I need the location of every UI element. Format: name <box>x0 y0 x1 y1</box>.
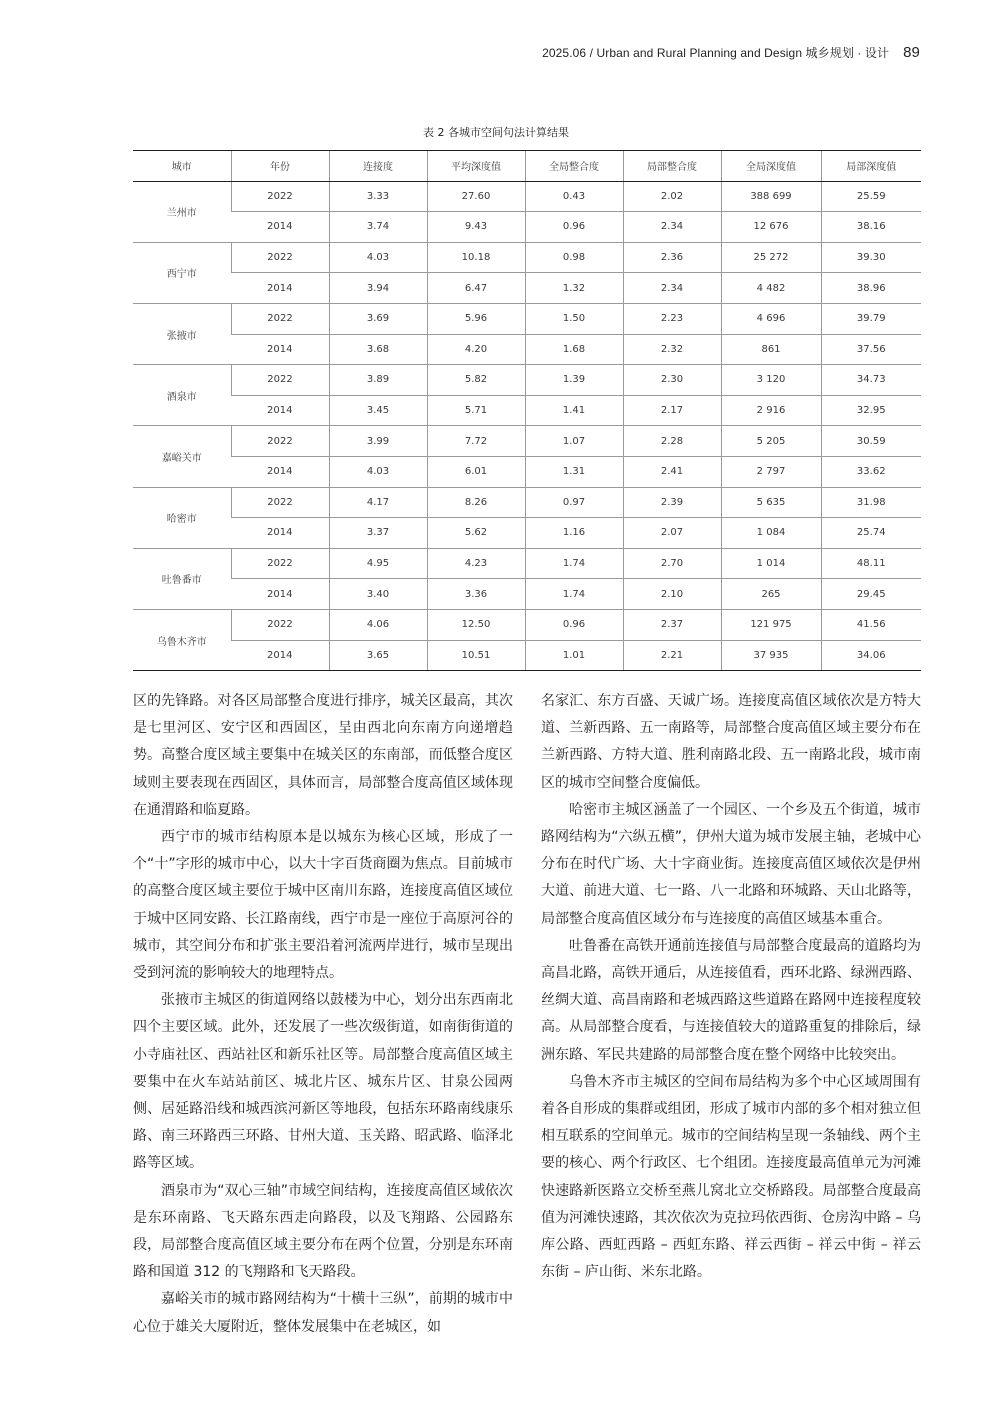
results-table <box>133 150 921 671</box>
table-cell: 1.41 <box>525 395 623 426</box>
table-row <box>133 456 921 487</box>
table-cell: 3.36 <box>427 579 525 610</box>
table-cell: 861 <box>721 334 821 365</box>
table-cell: 34.06 <box>821 640 921 671</box>
table-cell: 0.97 <box>525 487 623 518</box>
table-cell: 4.06 <box>329 609 427 640</box>
table-cell: 3.74 <box>329 212 427 243</box>
table-cell: 27.60 <box>427 181 525 212</box>
table-row <box>133 242 921 273</box>
body-paragraph: 乌鲁木齐市主城区的空间布局结构为多个中心区域周围有着各自形成的集群或组团，形成了城市内部的多个相对独立但相互联系的空间单元。城市的空间结构呈现一条轴线、两个主要的核心、两个行政区、七个组团。连接度最高值单元为河滩快速路新医路立交桥至燕儿窝北立交桥路段。局部整合度最高值为河滩快速路，其次依次为克拉玛依西街、仓房沟中路 – 乌库公路、西虹西路 – 西虹东路、祥云西街 – 祥云中街 – 祥云东街 – 庐山街、米东北路。 <box>541 1073 921 1281</box>
table-cell: 2022 <box>231 303 329 334</box>
column-header: 城市 <box>133 151 231 182</box>
table-cell: 1.50 <box>525 303 623 334</box>
table-cell: 2.34 <box>623 212 721 243</box>
table-cell: 3.89 <box>329 365 427 396</box>
table-cell: 3.45 <box>329 395 427 426</box>
table-row <box>133 334 921 365</box>
table-cell: 25.59 <box>821 181 921 212</box>
body-paragraph: 吐鲁番在高铁开通前连接值与局部整合度最高的道路均为高昌北路，高铁开通后，从连接值看，西环北路、绿洲西路、丝绸大道、高昌南路和老城西路这些道路在路网中连接程度较高。从局部整合度看，与连接值较大的道路重复的排除后，绿洲东路、军民共建路的局部整合度在整个网络中比较突出。 <box>541 937 921 1063</box>
table-row <box>133 181 921 212</box>
table-cell: 0.43 <box>525 181 623 212</box>
table-cell: 1 014 <box>721 548 821 579</box>
table-cell: 2022 <box>231 487 329 518</box>
table-cell: 2.23 <box>623 303 721 334</box>
table-cell: 37 935 <box>721 640 821 671</box>
table-row <box>133 548 921 579</box>
table-cell: 2.39 <box>623 487 721 518</box>
page-number: 89 <box>903 44 920 61</box>
table-cell: 2.32 <box>623 334 721 365</box>
table-cell: 1.07 <box>525 426 623 457</box>
body-column-right <box>541 688 921 1286</box>
table-cell: 33.62 <box>821 456 921 487</box>
column-header: 全局深度值 <box>721 151 821 182</box>
table-cell: 5 635 <box>721 487 821 518</box>
table-cell: 4.95 <box>329 548 427 579</box>
table-row <box>133 487 921 518</box>
table-cell: 4.03 <box>329 242 427 273</box>
table-cell: 25 272 <box>721 242 821 273</box>
column-header: 局部深度值 <box>821 151 921 182</box>
table-cell: 2.37 <box>623 609 721 640</box>
table-row <box>133 579 921 610</box>
table-row <box>133 426 921 457</box>
table-cell: 8.26 <box>427 487 525 518</box>
body-column-left <box>133 688 513 1341</box>
table-cell: 5 205 <box>721 426 821 457</box>
journal-info: 2025.06 / Urban and Rural Planning and Design 城乡规划 · 设计 <box>542 46 890 60</box>
table-cell: 0.96 <box>525 609 623 640</box>
table-cell: 1.74 <box>525 548 623 579</box>
table-cell: 29.45 <box>821 579 921 610</box>
table-cell: 37.56 <box>821 334 921 365</box>
table-cell: 2.70 <box>623 548 721 579</box>
table-cell: 2022 <box>231 181 329 212</box>
table-cell: 2022 <box>231 365 329 396</box>
table-cell: 1.74 <box>525 579 623 610</box>
city-name-cell: 西宁市 <box>133 242 231 303</box>
table-body <box>133 181 921 671</box>
table-cell: 2.30 <box>623 365 721 396</box>
table-row <box>133 303 921 334</box>
table-row <box>133 609 921 640</box>
table-cell: 2 916 <box>721 395 821 426</box>
table-cell: 5.71 <box>427 395 525 426</box>
table-cell: 2.36 <box>623 242 721 273</box>
table-cell: 2.10 <box>623 579 721 610</box>
city-name-cell: 哈密市 <box>133 487 231 548</box>
table-cell: 38.96 <box>821 273 921 304</box>
table-cell: 2022 <box>231 609 329 640</box>
table-cell: 1.68 <box>525 334 623 365</box>
body-paragraph: 区的先锋路。对各区局部整合度进行排序，城关区最高，其次是七里河区、安宁区和西固区，呈由西北向东南方向递增趋势。高整合度区域主要集中在城关区的东南部，而低整合度区域则主要表现在西固区，具体而言，局部整合度高值区域体现在通渭路和临夏路。 <box>133 693 513 818</box>
table-cell: 41.56 <box>821 609 921 640</box>
table-cell: 5.62 <box>427 518 525 549</box>
table-cell: 0.96 <box>525 212 623 243</box>
table-cell: 39.79 <box>821 303 921 334</box>
table-cell: 2022 <box>231 242 329 273</box>
table-cell: 2014 <box>231 456 329 487</box>
table-cell: 3.94 <box>329 273 427 304</box>
table-row <box>133 273 921 304</box>
table-row <box>133 365 921 396</box>
column-header: 年份 <box>231 151 329 182</box>
table-cell: 32.95 <box>821 395 921 426</box>
table-cell: 1.31 <box>525 456 623 487</box>
table-cell: 2.17 <box>623 395 721 426</box>
table-cell: 4 482 <box>721 273 821 304</box>
table-cell: 1 084 <box>721 518 821 549</box>
table-cell: 25.74 <box>821 518 921 549</box>
table-cell: 2014 <box>231 273 329 304</box>
table-cell: 2.34 <box>623 273 721 304</box>
table-cell: 10.51 <box>427 640 525 671</box>
table-cell: 2014 <box>231 579 329 610</box>
table-cell: 1.32 <box>525 273 623 304</box>
table-row <box>133 518 921 549</box>
table-cell: 5.82 <box>427 365 525 396</box>
table-cell: 12.50 <box>427 609 525 640</box>
table-cell: 7.72 <box>427 426 525 457</box>
table-cell: 2014 <box>231 334 329 365</box>
body-paragraph: 哈密市主城区涵盖了一个园区、一个乡及五个街道，城市路网结构为“六纵五横”，伊州大道为城市发展主轴，老城中心分布在时代广场、大十字商业街。连接度高值区域依次是伊州大道、前进大道、七一路、八一北路和环城路、天山北路等，局部整合度高值区域分布与连接度的高值区域基本重合。 <box>541 801 921 927</box>
column-header: 全局整合度 <box>525 151 623 182</box>
table-cell: 10.18 <box>427 242 525 273</box>
table-cell: 4.17 <box>329 487 427 518</box>
table-cell: 2014 <box>231 212 329 243</box>
table-cell: 2.41 <box>623 456 721 487</box>
city-name-cell: 吐鲁番市 <box>133 548 231 609</box>
column-header: 局部整合度 <box>623 151 721 182</box>
table-row <box>133 212 921 243</box>
table-cell: 48.11 <box>821 548 921 579</box>
table-cell: 4 696 <box>721 303 821 334</box>
body-paragraph: 嘉峪关市的城市路网结构为“十横十三纵”，前期的城市中心位于雄关大厦附近，整体发展集中在老城区，如 <box>133 1291 513 1335</box>
table-cell: 4.03 <box>329 456 427 487</box>
table-cell: 3.99 <box>329 426 427 457</box>
table-cell: 1.16 <box>525 518 623 549</box>
city-name-cell: 张掖市 <box>133 303 231 364</box>
table-cell: 38.16 <box>821 212 921 243</box>
table-row <box>133 640 921 671</box>
table-cell: 31.98 <box>821 487 921 518</box>
table-cell: 6.47 <box>427 273 525 304</box>
table-cell: 2.02 <box>623 181 721 212</box>
table-cell: 2.28 <box>623 426 721 457</box>
table-cell: 2022 <box>231 426 329 457</box>
table-cell: 388 699 <box>721 181 821 212</box>
running-header <box>542 44 920 61</box>
table-cell: 1.39 <box>525 365 623 396</box>
table-cell: 39.30 <box>821 242 921 273</box>
table-cell: 2.07 <box>623 518 721 549</box>
table-cell: 4.23 <box>427 548 525 579</box>
table-cell: 265 <box>721 579 821 610</box>
table-cell: 34.73 <box>821 365 921 396</box>
city-name-cell: 嘉峪关市 <box>133 426 231 487</box>
column-header: 平均深度值 <box>427 151 525 182</box>
city-name-cell: 兰州市 <box>133 181 231 242</box>
table-cell: 3.65 <box>329 640 427 671</box>
body-paragraph: 名家汇、东方百盛、天诚广场。连接度高值区域依次是方特大道、兰新西路、五一南路等，局部整合度高值区域主要分布在兰新西路、方特大道、胜利南路北段、五一南路北段，城市南区的城市空间整合度偏低。 <box>541 693 921 791</box>
table-cell: 3.40 <box>329 579 427 610</box>
table-cell: 0.98 <box>525 242 623 273</box>
body-paragraph: 西宁市的城市结构原本是以城东为核心区域，形成了一个“十”字形的城市中心，以大十字百货商圈为焦点。目前城市的高整合度区域主要位于城中区南川东路，连接度高值区域位于城中区同安路、长江路南线，西宁市是一座位于高原河谷的城市，其空间分布和扩张主要沿着河流两岸进行，城市呈现出受到河流的影响较大的地理特点。 <box>133 829 513 982</box>
table-cell: 6.01 <box>427 456 525 487</box>
table-cell: 121 975 <box>721 609 821 640</box>
table-cell: 2014 <box>231 395 329 426</box>
table-cell: 9.43 <box>427 212 525 243</box>
table-cell: 12 676 <box>721 212 821 243</box>
table-cell: 2022 <box>231 548 329 579</box>
table-cell: 5.96 <box>427 303 525 334</box>
table-header-row <box>133 151 921 182</box>
table-cell: 2 797 <box>721 456 821 487</box>
table-cell: 4.20 <box>427 334 525 365</box>
table-cell: 1.01 <box>525 640 623 671</box>
table-cell: 3.37 <box>329 518 427 549</box>
table-cell: 3.68 <box>329 334 427 365</box>
table-caption: 表 2 各城市空间句法计算结果 <box>423 126 569 139</box>
body-paragraph: 酒泉市为“双心三轴”市域空间结构，连接度高值区域依次是东环南路、飞天路东西走向路段，以及飞翔路、公园路东段，局部整合度高值区域主要分布在两个位置，分别是东环南路和国道 312 的飞翔路和飞天路段。 <box>133 1182 513 1281</box>
city-name-cell: 乌鲁木齐市 <box>133 609 231 670</box>
city-name-cell: 酒泉市 <box>133 365 231 426</box>
table-cell: 30.59 <box>821 426 921 457</box>
column-header: 连接度 <box>329 151 427 182</box>
table-row <box>133 395 921 426</box>
table-cell: 3.33 <box>329 181 427 212</box>
table-cell: 3 120 <box>721 365 821 396</box>
table-cell: 2014 <box>231 640 329 671</box>
table-cell: 2.21 <box>623 640 721 671</box>
body-paragraph: 张掖市主城区的街道网络以鼓楼为中心，划分出东西南北四个主要区域。此外，还发展了一些次级街道，如南街街道的小寺庙社区、西站社区和新乐社区等。局部整合度高值区域主要集中在火车站站前区、城北片区、城东片区、甘泉公园两侧、居延路沿线和城西滨河新区等地段，包括东环路南线康乐路、南三环路西三环路、甘州大道、玉关路、昭武路、临泽北路等区域。 <box>133 992 513 1172</box>
table-cell: 2014 <box>231 518 329 549</box>
table-cell: 3.69 <box>329 303 427 334</box>
